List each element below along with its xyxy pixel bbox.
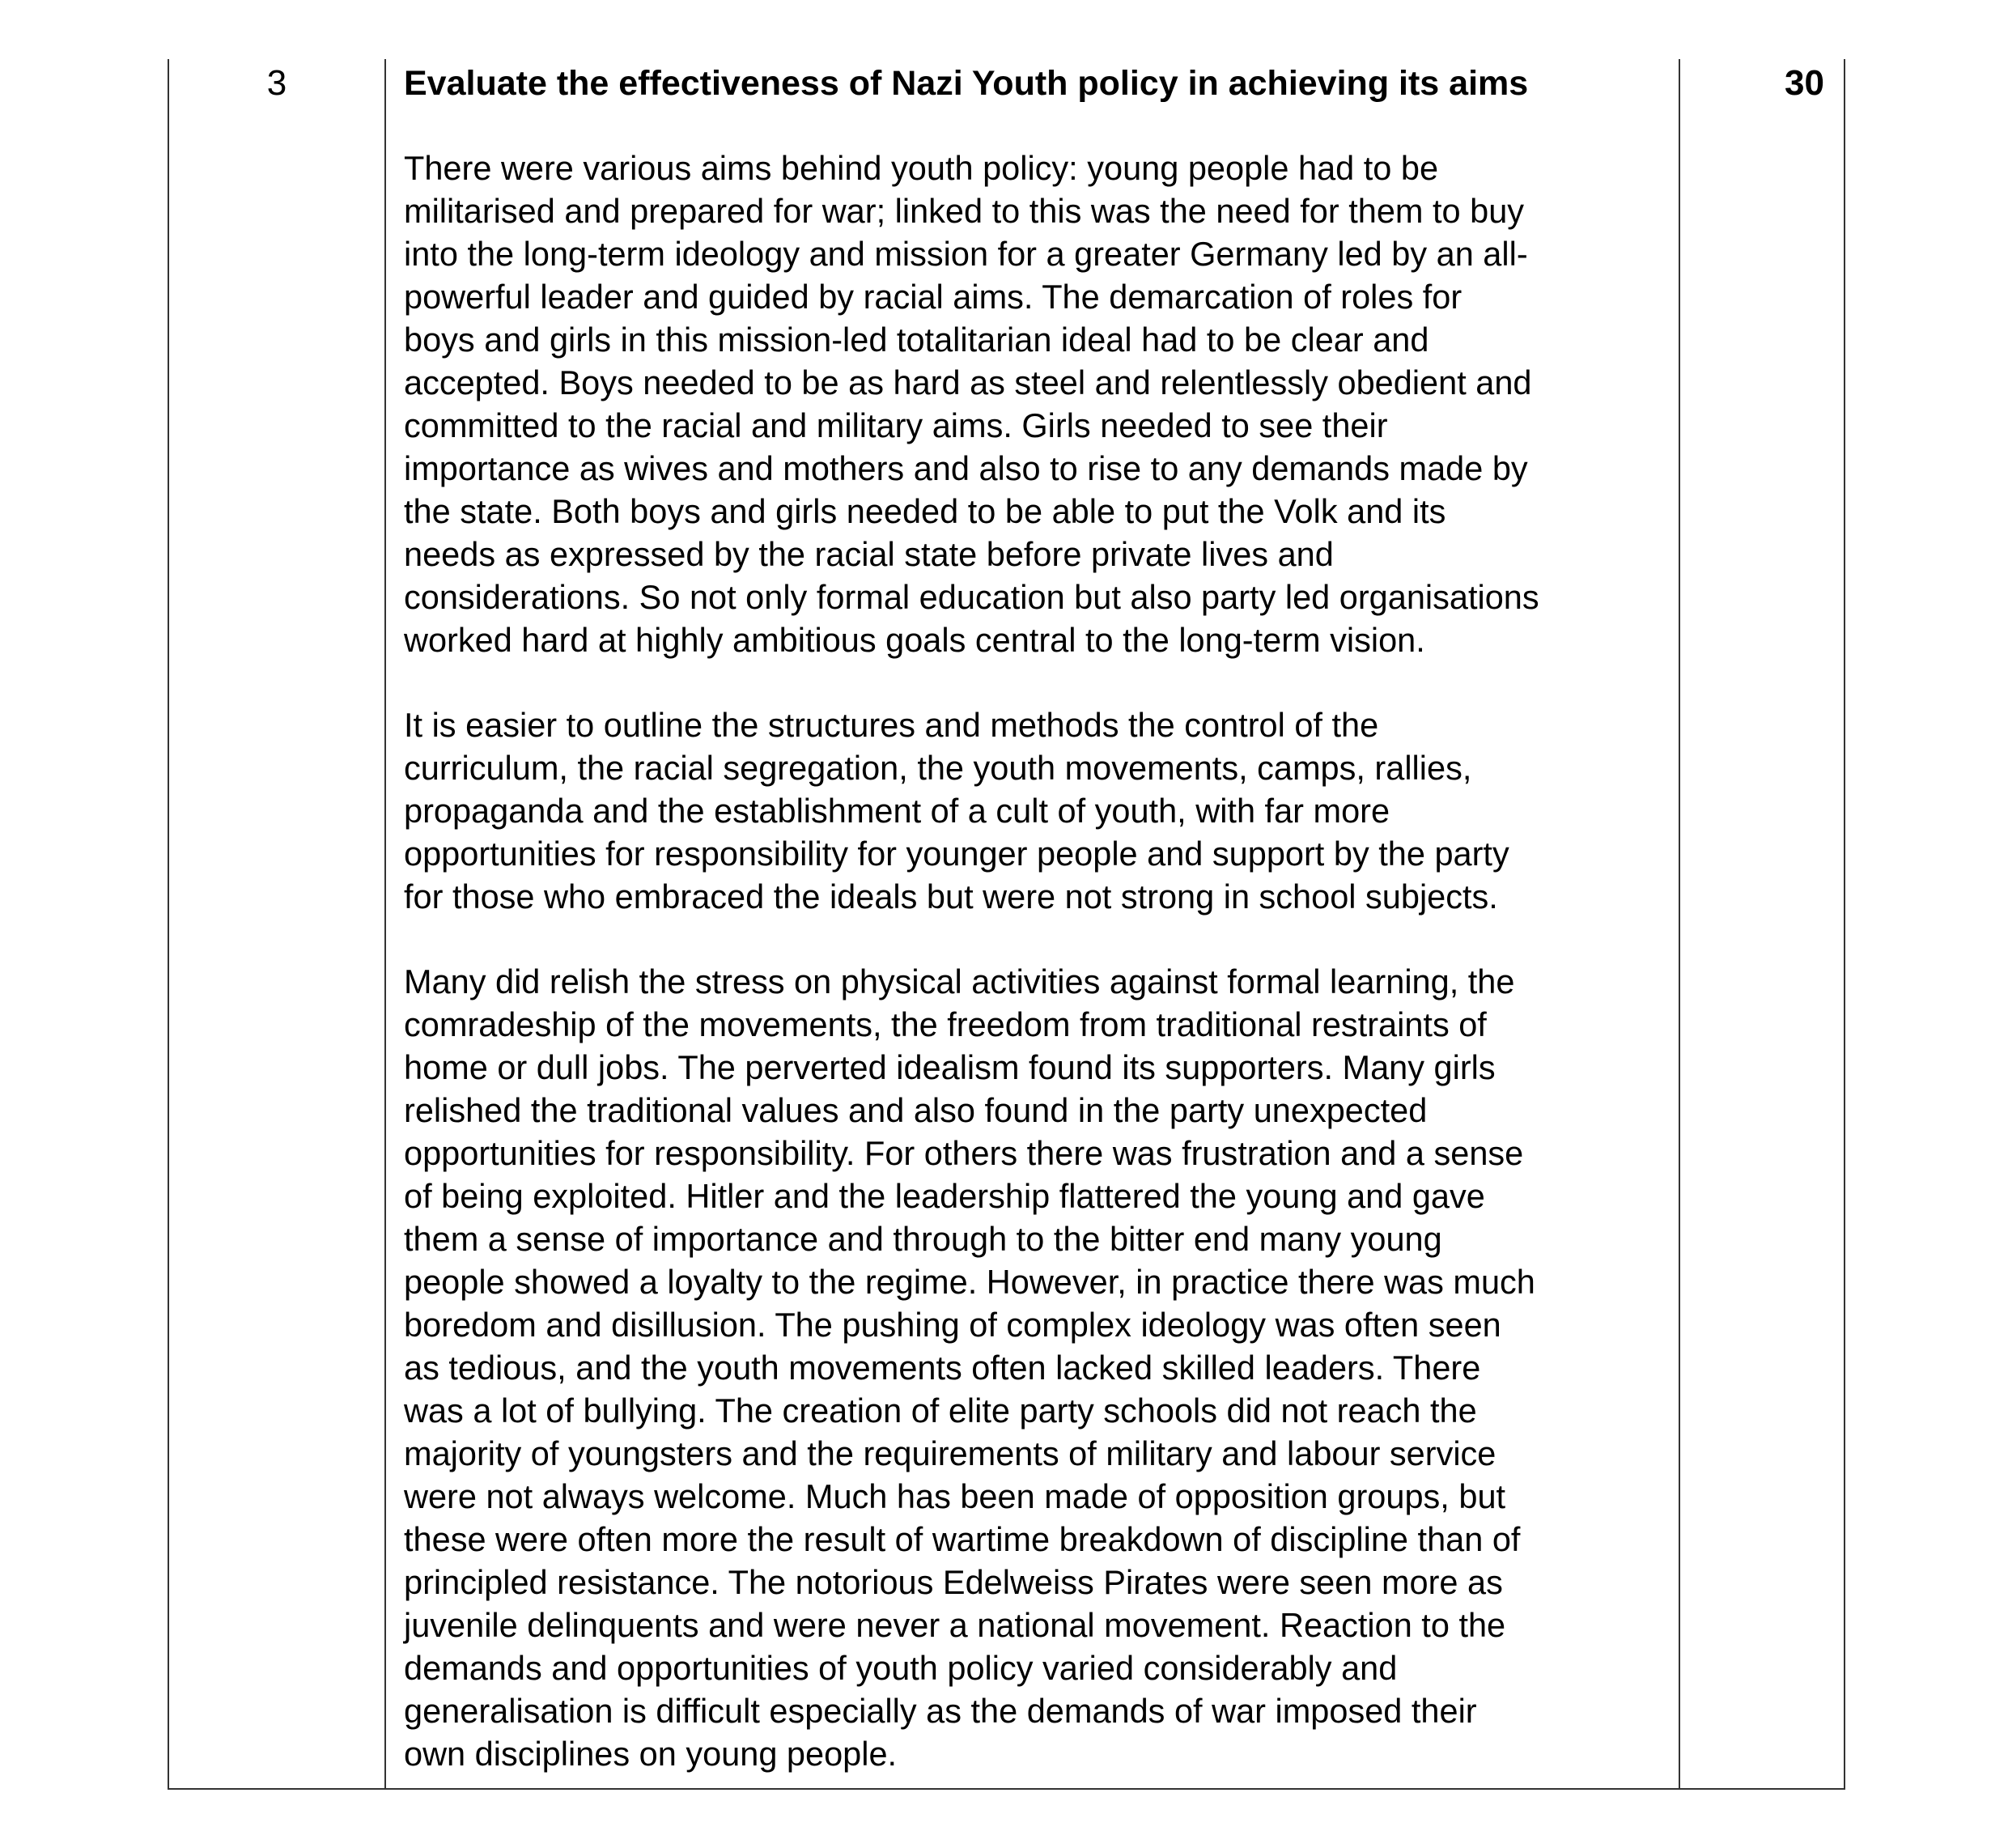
answer-line: boys and girls in this mission-led totalitarian ideal had to be clear and	[404, 321, 1429, 359]
column-divider	[1679, 59, 1680, 1788]
answer-line: demands and opportunities of youth policy varied considerably and	[404, 1649, 1398, 1687]
answer-line: propaganda and the establishment of a cult of youth, with far more	[404, 792, 1390, 830]
answer-line: was a lot of bullying. The creation of elite party schools did not reach the	[404, 1391, 1477, 1430]
answer-line: committed to the racial and military aims. Girls needed to see their	[404, 406, 1388, 444]
answer-line: the state. Both boys and girls needed to be able to put the Volk and its	[404, 492, 1446, 530]
question-title: Evaluate the effectiveness of Nazi Youth policy in achieving its aims	[404, 64, 1529, 103]
answer-line: majority of youngsters and the requirements of military and labour service	[404, 1434, 1496, 1472]
answer-line: There were various aims behind youth policy: young people had to be	[404, 149, 1439, 187]
answer-line: needs as expressed by the racial state before private lives and	[404, 535, 1334, 573]
answer-line: importance as wives and mothers and also to rise to any demands made by	[404, 449, 1528, 487]
answer-line: considerations. So not only formal education but also party led organisations	[404, 578, 1539, 616]
answer-paragraph-1	[404, 147, 1666, 661]
answer-line: them a sense of importance and through to the bitter end many young	[404, 1220, 1442, 1258]
answer-line: opportunities for responsibility for younger people and support by the party	[404, 835, 1509, 873]
answer-line: people showed a loyalty to the regime. However, in practice there was much	[404, 1263, 1535, 1301]
question-number: 3	[266, 63, 287, 103]
answer-line: were not always welcome. Much has been made of opposition groups, but	[404, 1477, 1506, 1515]
answer-line: boredom and disillusion. The pushing of complex ideology was often seen	[404, 1306, 1501, 1344]
answer-line: curriculum, the racial segregation, the youth movements, camps, rallies,	[404, 749, 1472, 787]
answer-line: home or dull jobs. The perverted idealism found its supporters. Many girls	[404, 1048, 1496, 1086]
answer-line: own disciplines on young people.	[404, 1735, 898, 1773]
mark-scheme-table	[168, 59, 1845, 1790]
answer-line: relished the traditional values and also found in the party unexpected	[404, 1091, 1428, 1129]
answer-line: worked hard at highly ambitious goals central to the long-term vision.	[404, 621, 1425, 659]
answer-line: Many did relish the stress on physical activities against formal learning, the	[404, 962, 1515, 1000]
answer-line: into the long-term ideology and mission for a greater Germany led by an all-	[404, 235, 1528, 273]
answer-line: of being exploited. Hitler and the leadership flattered the young and gave	[404, 1177, 1485, 1215]
answer-line: militarised and prepared for war; linked to this was the need for them to buy	[404, 192, 1525, 230]
answer-line: for those who embraced the ideals but were not strong in school subjects.	[404, 877, 1498, 916]
answer-line: principled resistance. The notorious Edelweiss Pirates were seen more as	[404, 1563, 1503, 1601]
answer-line: comradeship of the movements, the freedom from traditional restraints of	[404, 1005, 1487, 1043]
answer-line: opportunities for responsibility. For others there was frustration and a sense	[404, 1134, 1524, 1172]
answer-line: juvenile delinquents and were never a national movement. Reaction to the	[404, 1606, 1506, 1644]
answer-line: powerful leader and guided by racial aims. The demarcation of roles for	[404, 278, 1462, 316]
answer-paragraph-3	[404, 960, 1666, 1775]
column-divider	[384, 59, 386, 1788]
answer-line: It is easier to outline the structures and methods the control of the	[404, 706, 1379, 744]
question-cell	[404, 61, 1666, 1817]
answer-line: as tedious, and the youth movements often lacked skilled leaders. There	[404, 1349, 1481, 1387]
answer-line: generalisation is difficult especially as the demands of war imposed their	[404, 1692, 1477, 1730]
answer-paragraph-2	[404, 703, 1666, 918]
answer-line: these were often more the result of wartime breakdown of discipline than of	[404, 1520, 1521, 1558]
answer-line: accepted. Boys needed to be as hard as steel and relentlessly obedient and	[404, 363, 1532, 401]
marks-value: 30	[1785, 63, 1824, 103]
